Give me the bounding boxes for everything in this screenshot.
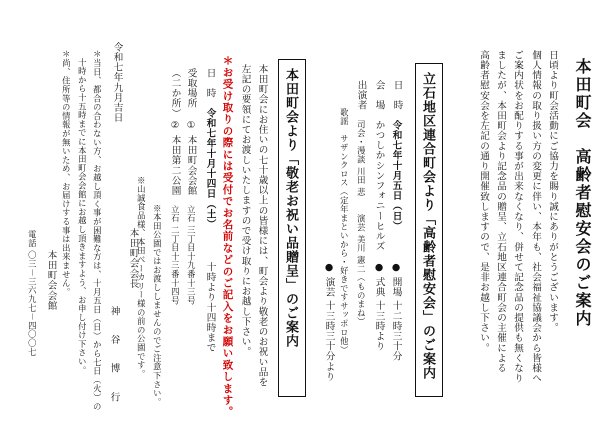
gift-date-value: 令和七年十月十四日（土） (204, 108, 216, 230)
intro-line-5: 高齢者慰安会を左記の通り開催致しますので、是非お越し下さい。 (478, 50, 489, 353)
closing-note-2: 十時から十五時までに本田町会会館にお越し頂きますよう、お申し付け下さい。 (77, 58, 88, 375)
closing-note-3: ＊尚、住所等の情報が無いため、お届けする事は出来ません。 (61, 50, 72, 297)
gift-venue-2-address: 立石 二丁目十三番十四号 (170, 205, 181, 305)
organizer-name: 神 谷 博 行 (108, 306, 120, 410)
page-title: 本田町会 高齢者慰安会のご案内 (573, 58, 592, 328)
event-venue-value: かつしかシンフォニーヒルズ (373, 120, 385, 252)
issue-date: 令和七年九月吉日 (111, 42, 123, 123)
intro-line-4: ましたが、本田町会より記念品の贈呈、立石地区連合町会の主催による (495, 50, 506, 374)
gift-note-2: ※山誠食品様、本田ベーカリー様の前の公園です。 (136, 176, 147, 379)
gift-date-label: 日 時 (204, 68, 216, 99)
gift-body-line-2: 左記の要領にてお渡しいたしますので受け取りにお越し下さい。 (239, 64, 251, 357)
gift-venue-1-address: 立石 三丁目十九番十三号 (186, 205, 197, 305)
event-time-open: ● 開場 十二時三十分 (390, 262, 402, 362)
hall-phone: 電話 〇三－三六九七－四〇〇七 (27, 230, 38, 357)
organizer-title: 本田町会会長 (127, 228, 139, 289)
gift-venue-count: （二か所） (169, 68, 181, 119)
gift-receipt-notice: ＊お受け取りの際には受付でお名前などのご記入をお願い致します。 (221, 55, 234, 418)
event-cast-line-2: 歌謡 サザンクロス（定年まといから・好きですサッポロ他） (339, 108, 350, 355)
event-cast-line-1: 司会・漫談 川田 悲 演芸 美川 憲二（ものまね） (356, 120, 367, 327)
gift-venue-2: ② 本田第二公園 (169, 120, 181, 196)
intro-line-1: 日頃より町会活動にご協力を賜り誠にありがとうございます。 (547, 50, 558, 333)
event-date-label: 日 時 (391, 80, 403, 111)
gift-time-value: 十時より十四時まで (204, 262, 216, 353)
event-venue-label: 会 場 (373, 80, 385, 111)
event-date-value: 令和七年十月五日（日） (390, 120, 402, 232)
gift-venue-label: 受取場所 (185, 68, 197, 109)
event-heading: 立石地区連合町会より「高齢者慰安会」のご案内 (420, 72, 435, 380)
hall-name: 本田町会会館 (45, 250, 57, 311)
gift-venue-1: ① 本田町会会館 (185, 120, 197, 196)
gift-body-line-1: 本田町会にお住いの七十歳以上の皆様には、町会より敬老のお祝い品を (256, 64, 268, 388)
gift-heading: 本田町会より「敬老お祝い品贈呈」のご案内 (283, 68, 298, 348)
closing-note-1: ＊当日、都合の合わない方、お越し頂く事が困難な方は、十月五日（日）から七日（火）の (92, 50, 103, 411)
event-cast-label: 出演者 (355, 80, 367, 111)
intro-line-3: ご案内状をお配りする事が出来なくなり、併せて記念品の提供も無くなり (512, 50, 523, 384)
intro-line-2: 個人情報の取り扱い方の変更に伴い、本年も、社会福祉協議会から皆様へ (530, 50, 541, 384)
event-time-ceremony: ● 式典 十三時より (373, 262, 385, 352)
event-time-show: ● 演芸 十三時三十分より (323, 262, 335, 382)
gift-note-1: ※本田公園ではお渡ししませんのでご注意下さい。 (152, 204, 163, 407)
